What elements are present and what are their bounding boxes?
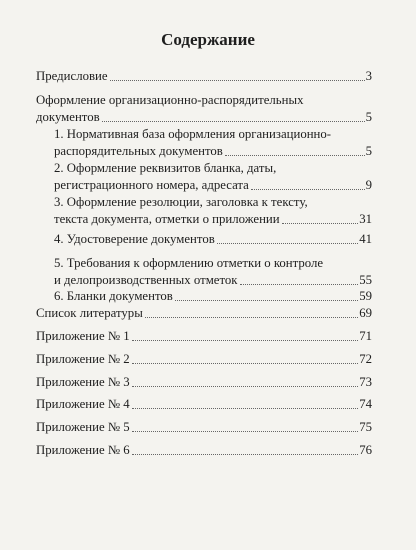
- toc-page-number: 72: [359, 352, 372, 366]
- toc-entry-appendix-4: [36, 396, 372, 413]
- toc-page-number: 41: [359, 232, 372, 246]
- toc-page-number: 55: [359, 273, 372, 287]
- toc-entry-text: 4. Удостоверение документов: [54, 232, 215, 246]
- toc-entry-text-line1: Оформление организационно-распорядительных: [36, 93, 304, 107]
- toc-page-number: 5: [365, 110, 372, 124]
- toc-entry-text: Приложение № 4: [36, 397, 130, 411]
- dot-leader: [132, 453, 359, 455]
- toc-entry-preface: [36, 68, 372, 85]
- dot-leader: [217, 242, 358, 244]
- toc-entry-text: Приложение № 5: [36, 420, 130, 434]
- toc-entry-text: документов: [36, 110, 100, 124]
- page-title: Содержание: [161, 30, 255, 49]
- toc-entry-chapter-2: [54, 160, 372, 194]
- dot-leader: [145, 316, 358, 318]
- dot-leader: [110, 79, 365, 81]
- toc-entry-text: Приложение № 1: [36, 329, 130, 343]
- toc-entry-chapter-1: [54, 126, 372, 160]
- toc-entry-appendix-2: [36, 351, 372, 368]
- toc-page-number: 71: [359, 329, 372, 343]
- dot-leader: [132, 430, 359, 432]
- dot-leader: [175, 299, 358, 301]
- toc-page-number: 69: [359, 306, 372, 320]
- toc-entry-text: Приложение № 2: [36, 352, 130, 366]
- toc-entry-chapter-6: [54, 288, 372, 305]
- toc-entry-text: Список литературы: [36, 306, 143, 320]
- toc-entry-appendix-6: [36, 442, 372, 459]
- toc-entry-text: Приложение № 6: [36, 443, 130, 457]
- toc-entry-text: регистрационного номера, адресата: [54, 178, 249, 192]
- toc-entry-text-line1: 2. Оформление реквизитов бланка, даты,: [54, 161, 277, 175]
- toc-page-number: 75: [359, 420, 372, 434]
- toc-entry-text-line1: 3. Оформление резолюции, заголовка к тексту,: [54, 195, 308, 209]
- toc-entry-chapter-5: [54, 255, 372, 289]
- dot-leader: [225, 154, 365, 156]
- toc-entry-text: Приложение № 3: [36, 375, 130, 389]
- toc-page-number: 31: [359, 212, 372, 226]
- toc-entry-text: и делопроизводственных отметок: [54, 273, 238, 287]
- toc-page-number: 76: [359, 443, 372, 457]
- dot-leader: [240, 283, 359, 285]
- toc-entry-chapter-3: [54, 194, 372, 228]
- toc-entry-text: Предисловие: [36, 69, 108, 83]
- dot-leader: [132, 362, 359, 364]
- toc-entry-text: текста документа, отметки о приложении: [54, 212, 280, 226]
- toc-entry-text: 6. Бланки документов: [54, 289, 173, 303]
- toc-entry-text-line1: 1. Нормативная база оформления организационно-: [54, 127, 332, 141]
- toc-entry-appendix-5: [36, 419, 372, 436]
- toc-entry-appendix-3: [36, 374, 372, 391]
- toc-entry-bibliography: [36, 305, 372, 322]
- toc-page-number: 73: [359, 375, 372, 389]
- dot-leader: [132, 385, 359, 387]
- toc-page-number: 74: [359, 397, 372, 411]
- toc-entry-chapter-4: [54, 231, 372, 248]
- toc-entry-text-line1: 5. Требования к оформлению отметки о контроле: [54, 256, 324, 270]
- toc-page-number: 3: [365, 69, 372, 83]
- dot-leader: [282, 222, 359, 224]
- toc-entry-appendix-1: [36, 328, 372, 345]
- toc-page-number: 5: [365, 144, 372, 158]
- toc-page-number: 9: [365, 178, 372, 192]
- toc-entry-section: [36, 92, 372, 126]
- dot-leader: [102, 120, 365, 122]
- dot-leader: [132, 339, 359, 341]
- dot-leader: [251, 188, 365, 190]
- toc-page-number: 59: [359, 289, 372, 303]
- dot-leader: [132, 407, 359, 409]
- toc-entry-text: распорядительных документов: [54, 144, 223, 158]
